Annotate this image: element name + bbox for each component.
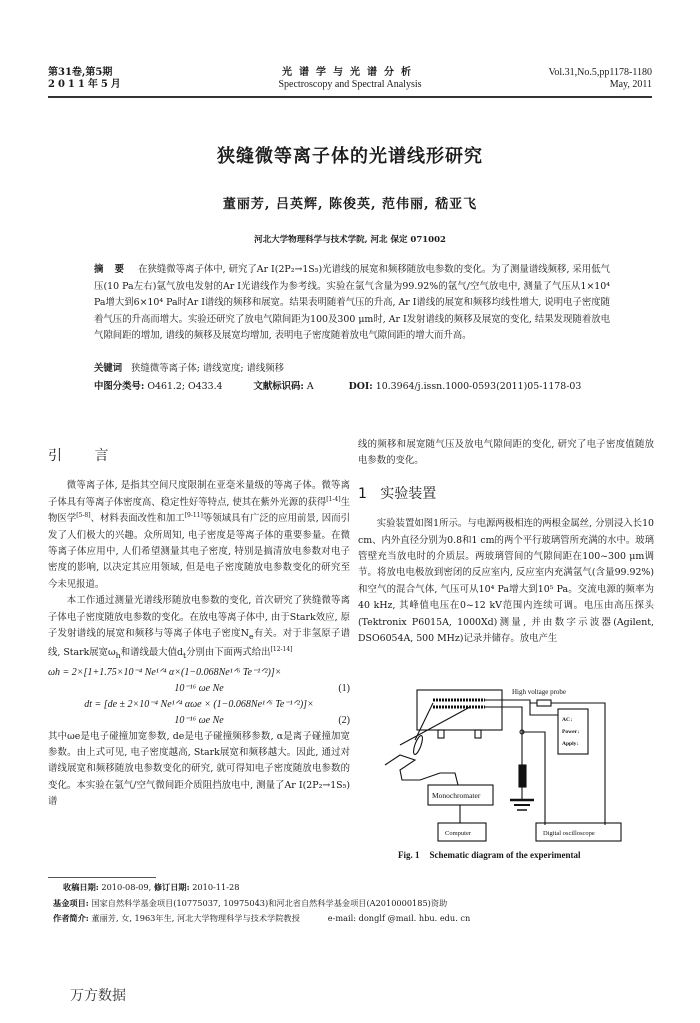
equation-1-line-2: 10⁻¹⁶ ωe Ne [174,682,224,694]
label-ac: AC↓ [562,717,573,723]
right-column [358,437,654,647]
footnote-bio [53,911,470,927]
abstract-label: 摘 要 [94,264,129,275]
equation-2-line-2: 10⁻¹⁶ ωe Ne [174,714,224,726]
label-power: Power↓ [562,729,580,735]
issue-date-en: May, 2011 [609,79,652,90]
wire-probe-scope [551,703,605,825]
wire-ac [530,703,558,715]
intro-paragraph-1 [48,478,350,593]
label-apply: Apply↓ [562,741,580,747]
equation-2-line-1: dt = [de ± 2×10⁻⁴ Ne¹ᐟ⁴ αωe × (1−0.068Ne¹ᐟ⁶ Te⁻¹ᐟ²)]× [84,698,314,710]
equation-1-number: (1) [338,682,350,694]
article-authors: 董丽芳, 吕英辉, 陈俊英, 范伟丽, 嵇亚飞 [222,197,478,212]
subscript: h [115,651,121,661]
wanfang-watermark: 万方数据 [70,988,126,1004]
volume-issue: 第31卷,第5期 [48,67,113,78]
footnote-dates [63,880,470,896]
label-computer: Computer [445,830,471,837]
abstract [94,262,610,345]
revised-label: 修订日期: [153,882,190,892]
citation[interactable]: [9-11] [184,512,203,520]
clc [94,378,223,396]
text: 、材料表面改性和加工 [90,513,185,525]
equation-1-line-2-row [48,681,350,697]
keywords [94,360,624,378]
label-high-voltage-probe: High voltage probe [512,688,567,696]
bio-label: 作者简介: [53,913,89,923]
intro-paragraph-3: 其中ωe是电子碰撞加宽参数, de是电子碰撞频移参数, α是离子碰撞加宽参数。由上式可见, 电子密度越高, Stark展宽和频移越大。因此, 通过对谱线展宽和频移随放电参数变化的研究, 就可得知电子密度随放电参数的变化。本实验在氩气/空气微间距介质阻挡放电中, 测量了Ar Ⅰ(2P₂→1S₅)谱 [48,730,350,808]
fund-label: 基金项目: [53,897,89,908]
text: 微等离子体, 是指其空间尺度限制在亚毫米量级的等离子体。微等离子体具有等离子体密度高、稳定性好等特点, 使其在紫外光源的获得 [48,480,350,508]
revised-date: 2010-11-28 [192,882,240,892]
left-column [48,448,350,811]
resistor [519,765,526,787]
equation-2 [48,697,350,729]
vol-pages: Vol.31,No.5,pp1178-1180 [548,67,652,78]
footnotes [53,880,471,927]
doi [349,378,582,396]
equation-2-line-2-row [48,713,350,729]
chamber-foot-right [475,730,481,738]
keywords-text: 狭缝微等离子体; 谱线宽度; 谱线频移 [131,363,284,374]
doi-value: 10.3964/j.issn.1000-0593(2011)05-1178-03 [375,381,582,392]
chamber-foot-left [438,730,444,738]
optical-path [400,707,470,745]
wire-probe [485,700,537,703]
issue-date-zh: 2011年5月 [48,79,124,90]
author-email[interactable]: e-mail: donglf @mail. hbu. edu. cn [327,913,471,923]
figure-1-schematic [360,685,660,850]
text: 分别由下面两式给出 [186,647,271,659]
equation-2-number: (2) [338,714,350,726]
volume-pages [548,67,652,91]
bio-text: 董丽芳, 女, 1963年生, 河北大学物理科学与技术学院教授 [91,913,300,923]
label-digital-oscilloscope: Digital oscilloscope [543,830,595,837]
optical-path [415,703,433,740]
label-monochromater: Monochromater [432,791,481,800]
figure-1-caption [398,850,580,860]
wire-electrode-2 [485,707,522,765]
intro-paragraph-2 [48,593,350,664]
doc-value: A [306,381,314,392]
text: 生物医学 [48,496,350,525]
section-introduction-title: 引 言 [48,448,123,464]
received-label: 收稿日期: [63,882,99,892]
text: 和谱线最大值d [120,647,183,659]
subscript: e [248,631,254,641]
high-voltage-probe [537,700,551,706]
equation-1-line-1: ωh = 2×[1+1.75×10⁻⁴ Ne¹ᐟ⁴ α×(1−0.068Ne¹ᐟ⁶ Te⁻¹ᐟ²)]× [48,666,282,678]
citation[interactable]: [12-14] [270,646,293,654]
citation[interactable]: [1-4] [326,495,341,503]
subscript: t [182,651,187,661]
equation-1 [48,665,350,697]
journal-header [48,67,652,97]
section-1-title: 1 实验装置 [358,485,437,502]
doc-code [254,378,314,396]
abstract-text: 在狭缝微等离子体中, 研究了Ar Ⅰ(2P₂→1S₅)光谱线的展宽和频移随放电参数的变化。为了测量谱线频移, 采用低气压(10 Pa左右)氩气放电发射的Ar Ⅰ光谱线作为参考线。实验在氩气含量为99.92%的氩气/空气放电中, 测量了气压从1×10⁴ Pa增大到6×10⁴ Pa时Ar Ⅰ谱线的频移和展宽。结果表明随着气压的升高, Ar Ⅰ谱线的展宽和频移均线性增大, 说明电子密度随着气压的升高而增大。实验还研究了放电气隙间距为100及300 μm时, Ar Ⅰ发射谱线的频移及展宽的变化, 结果发现随着放电气隙间距的增加, 谱线的频移及展宽均增加, 表明电子密度随着放电气隙间距的增大而升高。 [94,264,610,342]
setup-paragraph: 实验装置如图1所示。与电源两极相连的两根金属丝, 分别浸入长10 cm、内外直径分别为0.8和1 cm的两个平行玻璃管所充满的水中。玻璃管壁充当放电时的介质层。两玻璃管间的气隙间距在100~300 μm调节。将放电电极放到密闭的反应室内, 反应室内充满氩气(含量99.92%)和空气的混合气体, 气压可从10⁴ Pa增大到10⁵ Pa。交流电源的频率为40 kHz, 其峰值电压在0~12 kV范围内连续可调。电压由高压探头(Tektronix P6015A, 1000Xd)测量, 并由数字示波器(Agilent, DSO6054A, 500 MHz)记录并储存。放电产生 [358,518,654,645]
optical-fiber [385,755,458,785]
doi-label: DOI: [348,381,373,392]
citation[interactable]: [5-8] [76,512,91,520]
received-date: 2010-08-09, [101,882,152,892]
text: 等领域具有广泛的应用前景, 因而引发了人们极大的兴趣。众所周知, 电子密度是等离子体的重要参量。在微等离子体应用中, 人们希望测量其电子密度, 特别是搞清放电参数对电子密度的影响, 以决定其应用领域, 但是电子密度随放电参数变化的研究至今未见报道。 [48,513,350,590]
text: 有关。对于非氢原子谱线, Stark展宽ω [48,628,350,659]
article-affiliation: 河北大学物理科学与技术学院, 河北 保定 071002 [254,235,446,245]
article-title: 狭缝微等离子体的光谱线形研究 [217,146,483,167]
footnote-rule [48,877,156,878]
figure-1-number: Fig. 1 [398,850,420,860]
right-paragraph-0: 线的频移和展宽随气压及放电气隙间距的变化, 研究了电子密度值随放电参数的变化。 [358,439,654,467]
keywords-label: 关键词 [94,363,123,374]
header-rule [48,96,652,98]
journal-name-zh: 光谱学与光谱分析 [282,67,418,78]
text: 本工作通过测量光谱线形随放电参数的变化, 首次研究了狭缝微等离子体电子密度随放电参数的变化。在放电等离子体中, 由于Stark效应, 原子发射谱线的展宽和频移与等离子体电子密度N [48,595,350,640]
clc-label: 中图分类号: [94,381,145,392]
classification-line [94,378,624,396]
footnote-fund [53,896,470,912]
journal-name-en: Spectroscopy and Spectral Analysis [278,79,422,90]
doc-label: 文献标识码: [253,381,304,392]
figure-1-caption-text: Schematic diagram of the experimental [429,850,581,860]
clc-value: O461.2; O433.4 [147,381,223,392]
fund-text: 国家自然科学基金项目(10775037, 10975043)和河北省自然科学基金项目(A2010000185)资助 [91,897,448,908]
